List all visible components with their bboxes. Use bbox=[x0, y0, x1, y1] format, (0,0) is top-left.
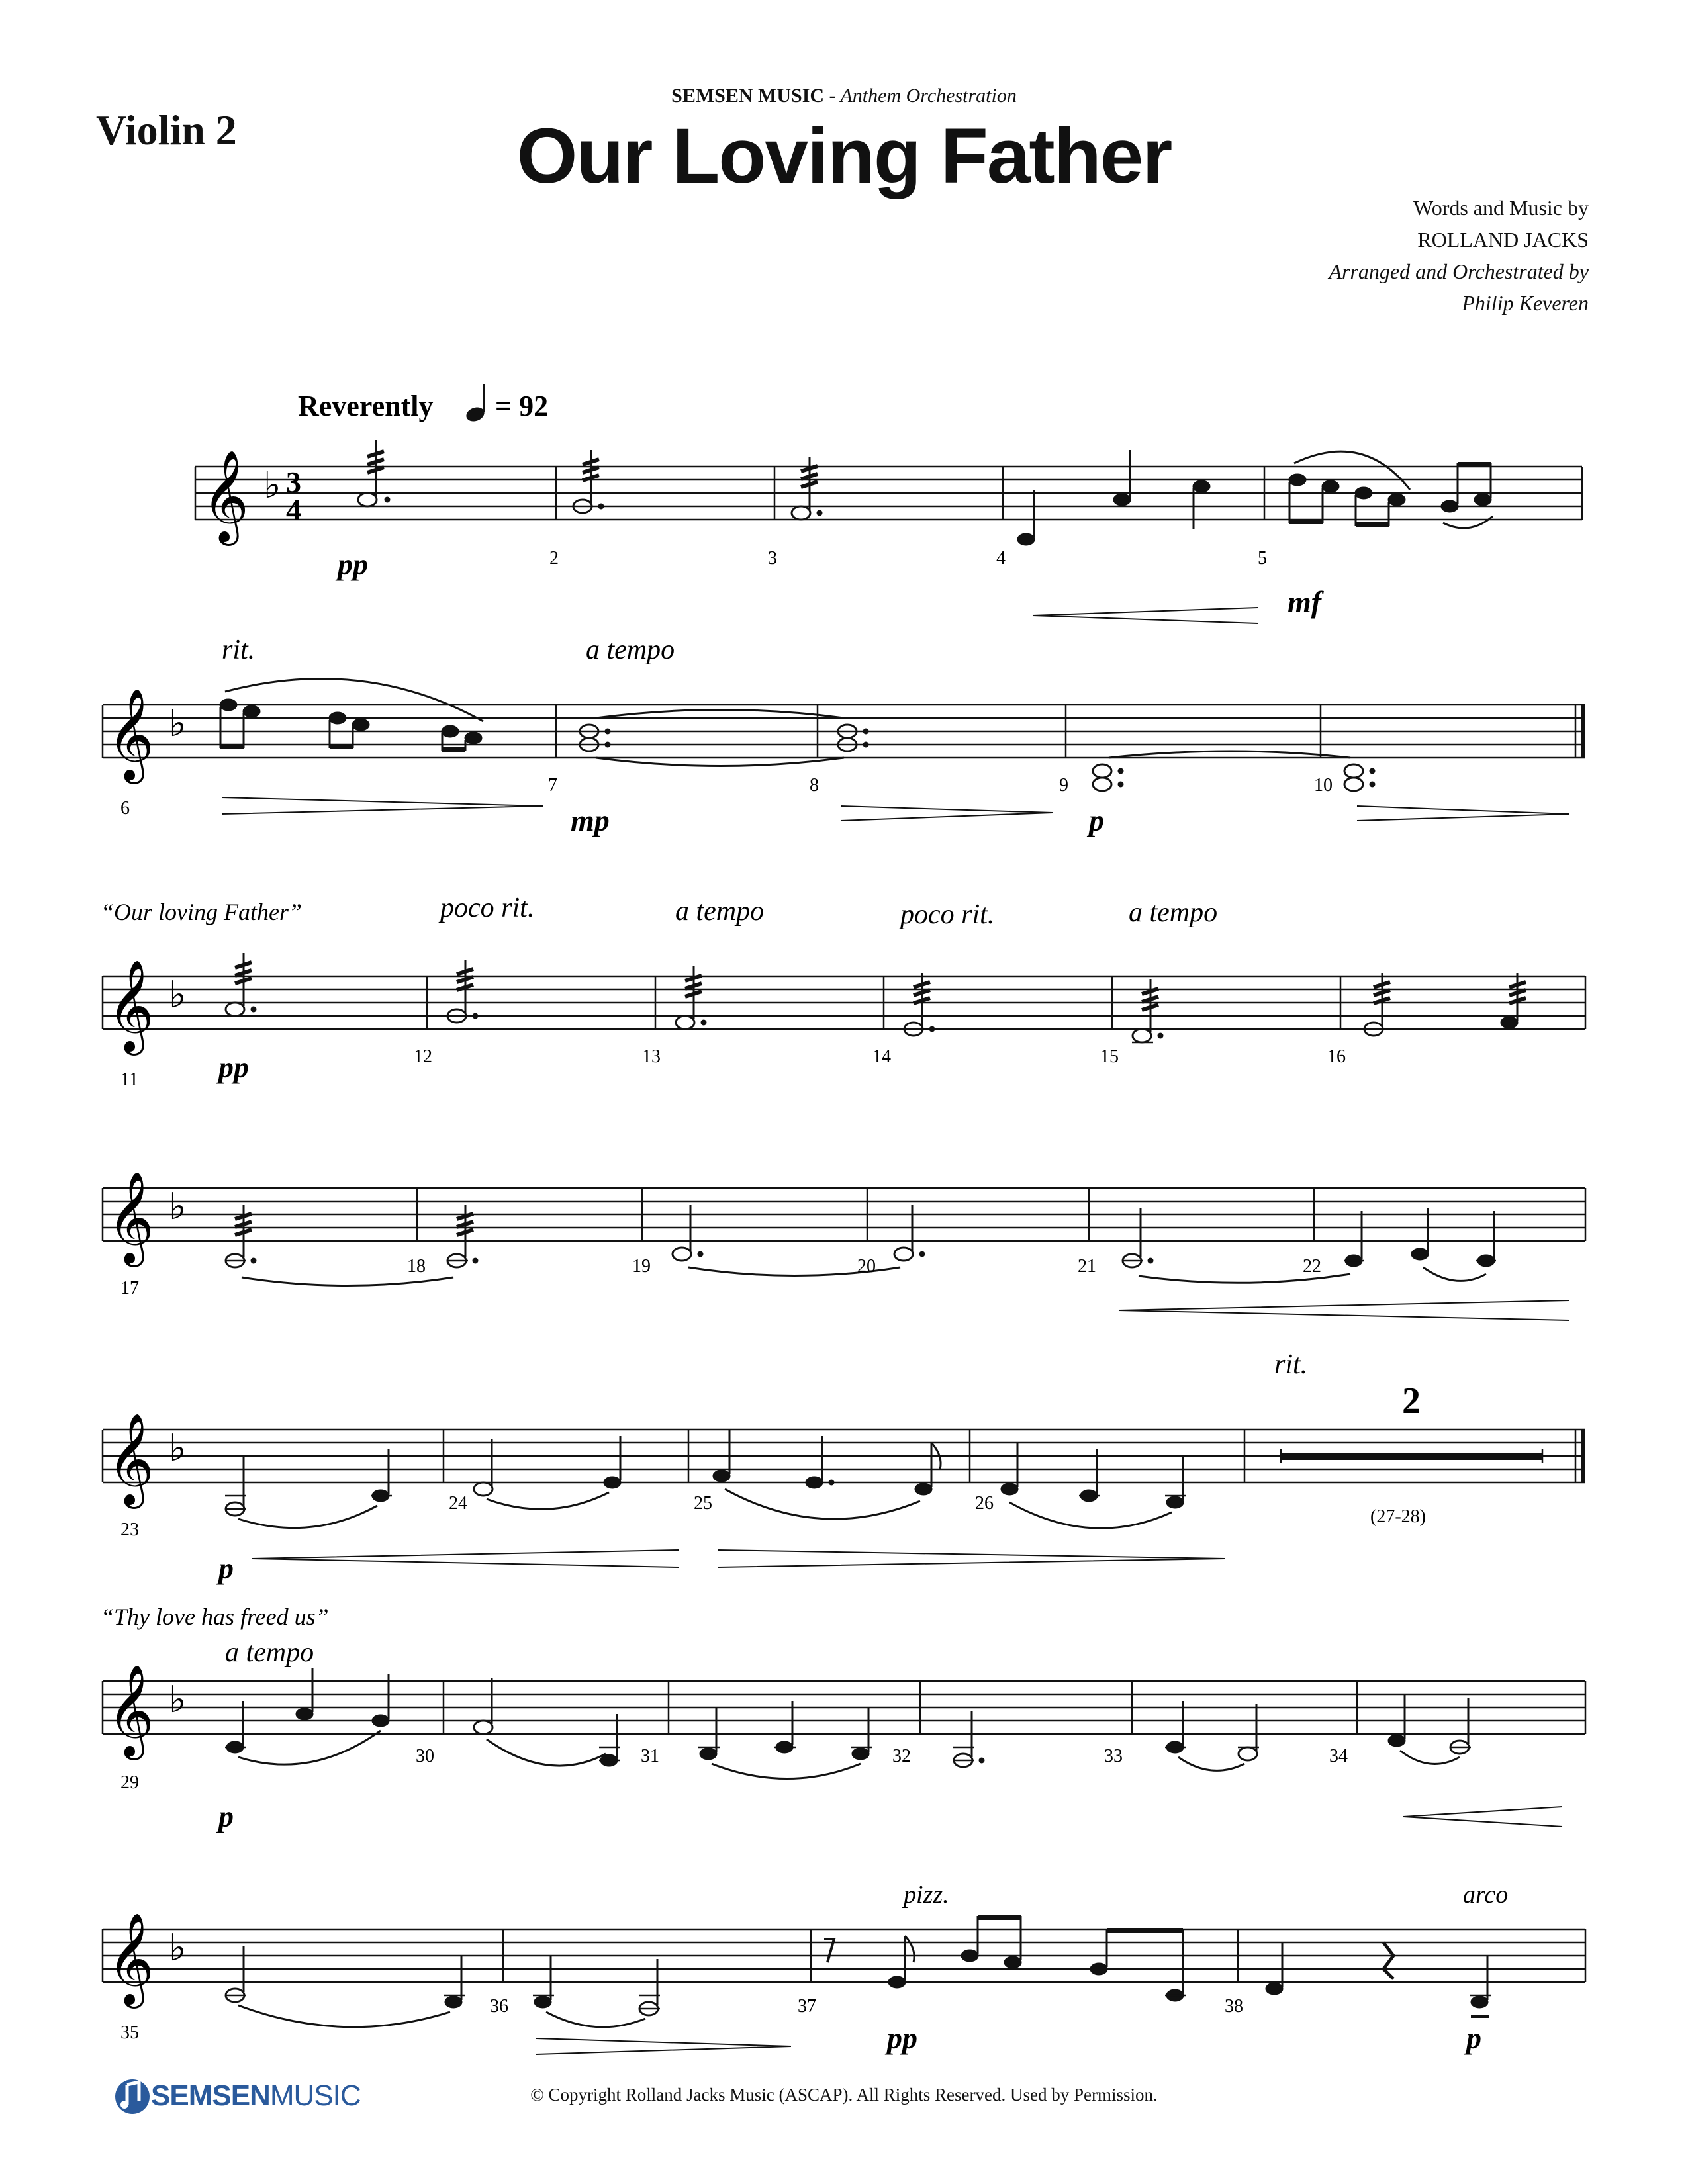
credit-words-music: Words and Music by bbox=[1413, 196, 1589, 220]
dynamic-p: p bbox=[218, 1799, 234, 1833]
measure-number: 25 bbox=[694, 1493, 712, 1514]
dynamic-mf: mf bbox=[1288, 585, 1322, 619]
measure-number: 20 bbox=[857, 1256, 876, 1277]
credit-composer: ROLLAND JACKS bbox=[1417, 228, 1589, 251]
measure-number: 18 bbox=[407, 1256, 426, 1277]
staff-system-6 bbox=[103, 1681, 1585, 1734]
direction-pizz: pizz. bbox=[904, 1881, 949, 1909]
dynamic-pp: pp bbox=[218, 1050, 249, 1084]
measure-number: 19 bbox=[632, 1256, 651, 1277]
staff-system-3 bbox=[103, 976, 1585, 1029]
direction-a-tempo: a tempo bbox=[225, 1637, 314, 1668]
dynamic-mp: mp bbox=[571, 803, 610, 837]
measure-number: 10 bbox=[1314, 775, 1333, 796]
flat-key-icon: ♭ bbox=[169, 975, 187, 1016]
measure-number: 9 bbox=[1059, 775, 1068, 796]
treble-clef-icon: 𝄞 bbox=[107, 1173, 154, 1261]
flat-key-icon: ♭ bbox=[169, 1928, 187, 1969]
measure-number: 23 bbox=[120, 1520, 139, 1540]
treble-clef-icon: 𝄞 bbox=[107, 1666, 154, 1754]
measure-number: 34 bbox=[1329, 1746, 1348, 1766]
lyric-cue: “Our loving Father” bbox=[101, 899, 303, 925]
measure-number: 37 bbox=[798, 1996, 816, 2017]
measure-number: 6 bbox=[120, 798, 130, 819]
measure-number: 22 bbox=[1303, 1256, 1321, 1277]
measure-number: 32 bbox=[892, 1746, 911, 1766]
measure-number: 17 bbox=[120, 1278, 139, 1298]
direction-rit: rit. bbox=[1274, 1349, 1308, 1380]
measure-number: 38 bbox=[1225, 1996, 1243, 2017]
direction-arco: arco bbox=[1463, 1881, 1509, 1909]
time-sig-bottom: 4 bbox=[286, 493, 301, 527]
notes-system-1 bbox=[358, 440, 1493, 623]
measure-number: 13 bbox=[642, 1046, 661, 1067]
song-title: Our Loving Father bbox=[516, 113, 1172, 200]
multi-rest-count: 2 bbox=[1402, 1381, 1421, 1422]
measure-number: 35 bbox=[120, 2023, 139, 2043]
direction-a-tempo: a tempo bbox=[1129, 897, 1218, 928]
part-name: Violin 2 bbox=[96, 107, 237, 154]
flat-key-icon: ♭ bbox=[169, 1428, 187, 1469]
publisher-name: SEMSEN MUSIC bbox=[671, 85, 825, 107]
time-sig-top: 3 bbox=[286, 465, 301, 499]
measure-number: 24 bbox=[449, 1493, 467, 1514]
treble-clef-icon: 𝄞 bbox=[107, 690, 154, 778]
measure-number: 36 bbox=[490, 1996, 508, 2017]
staff-system-4 bbox=[103, 1188, 1585, 1241]
measure-number: 31 bbox=[641, 1746, 659, 1766]
measure-number: 15 bbox=[1100, 1046, 1119, 1067]
multi-measure-rest bbox=[1281, 1453, 1542, 1460]
measure-number: 30 bbox=[416, 1746, 434, 1766]
flat-key-icon: ♭ bbox=[169, 1680, 187, 1721]
logo-main: SEMSEN bbox=[151, 2079, 270, 2112]
lyric-cue: “Thy love has freed us” bbox=[101, 1604, 329, 1630]
credit-arranged: Arranged and Orchestrated by bbox=[1329, 259, 1589, 283]
flat-key-icon: ♭ bbox=[169, 704, 187, 745]
notes-system-5 bbox=[225, 1430, 1225, 1567]
measure-number: 29 bbox=[120, 1772, 139, 1793]
quarter-note-icon bbox=[464, 384, 486, 424]
copyright-notice: © Copyright Rolland Jacks Music (ASCAP). All Rights Reserved. Used by Permission. bbox=[530, 2085, 1158, 2105]
direction-a-tempo: a tempo bbox=[586, 635, 675, 665]
staff-system-1 bbox=[195, 467, 1582, 520]
logo-sub: MUSIC bbox=[269, 2079, 361, 2112]
direction-poco-rit: poco rit. bbox=[440, 893, 535, 923]
flat-key-icon: ♭ bbox=[169, 1187, 187, 1228]
dynamic-pp: pp bbox=[338, 547, 368, 581]
credit-arranger: Philip Keveren bbox=[1462, 291, 1589, 315]
measure-number: 12 bbox=[414, 1046, 432, 1067]
treble-clef-icon: 𝄞 bbox=[107, 962, 154, 1050]
measure-number: 5 bbox=[1258, 548, 1267, 569]
notes-system-4 bbox=[225, 1205, 1569, 1320]
dynamic-p: p bbox=[218, 1551, 234, 1585]
measure-number: 21 bbox=[1078, 1256, 1096, 1277]
direction-poco-rit: poco rit. bbox=[900, 899, 995, 930]
direction-rit: rit. bbox=[222, 635, 256, 665]
direction-a-tempo: a tempo bbox=[675, 896, 765, 927]
measure-number: 26 bbox=[975, 1493, 994, 1514]
tempo-bpm: = 92 bbox=[495, 390, 549, 422]
measure-range: (27-28) bbox=[1370, 1506, 1426, 1527]
measure-number: 2 bbox=[549, 548, 559, 569]
tempo-label: Reverently bbox=[298, 390, 434, 422]
measure-number: 4 bbox=[996, 548, 1006, 569]
treble-clef-icon: 𝄞 bbox=[107, 1915, 154, 2003]
measure-number: 16 bbox=[1327, 1046, 1346, 1067]
dynamic-p: p bbox=[1089, 803, 1104, 837]
treble-clef-icon: 𝄞 bbox=[202, 452, 249, 540]
notes-system-7 bbox=[225, 1916, 1491, 2054]
measure-number: 14 bbox=[872, 1046, 891, 1067]
measure-number: 8 bbox=[810, 775, 819, 796]
measure-number: 11 bbox=[120, 1069, 138, 1090]
flat-key-icon: ♭ bbox=[263, 465, 281, 506]
measure-number: 33 bbox=[1104, 1746, 1123, 1766]
treble-clef-icon: 𝄞 bbox=[107, 1415, 154, 1503]
dynamic-pp: pp bbox=[887, 2021, 917, 2055]
measure-number: 7 bbox=[548, 775, 557, 796]
measure-number: 3 bbox=[768, 548, 777, 569]
publisher-subtitle: - Anthem Orchestration bbox=[829, 85, 1017, 107]
staff-system-7 bbox=[103, 1929, 1585, 1982]
notes-system-2 bbox=[220, 678, 1569, 821]
dynamic-p: p bbox=[1466, 2021, 1481, 2055]
